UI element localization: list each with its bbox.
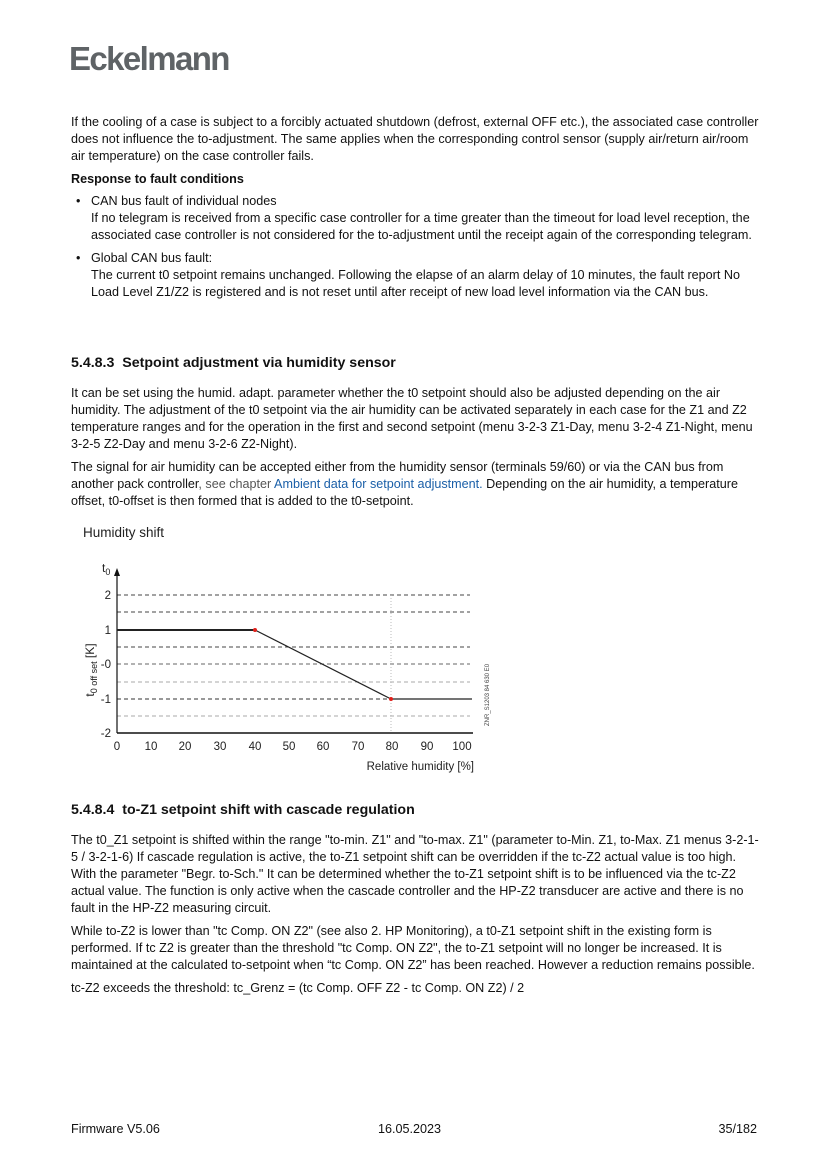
footer-page-number: 35/182 (718, 1122, 757, 1136)
fault-conditions-list (71, 193, 761, 301)
svg-text:40: 40 (248, 741, 262, 753)
svg-text:10: 10 (144, 741, 158, 753)
data-point-marker (253, 628, 257, 632)
svg-text:80: 80 (385, 741, 399, 753)
svg-text:90: 90 (420, 741, 434, 753)
svg-text:0: 0 (113, 741, 121, 753)
svg-text:100: 100 (452, 741, 472, 753)
list-item (71, 250, 761, 301)
svg-text:-1: -1 (100, 694, 111, 706)
y-axis-label: $t_{0 off set}$ [K] (83, 643, 99, 697)
chart-title: Humidity shift (83, 525, 165, 540)
section-title: Setpoint adjustment via humidity sensor (122, 355, 396, 371)
svg-text:20: 20 (178, 741, 192, 753)
humidity-shift-chart (70, 520, 500, 780)
ambient-data-link[interactable]: Ambient data for setpoint adjustment. (274, 477, 483, 491)
section-number: 5.4.8.3 (71, 355, 115, 371)
svg-text:30: 30 (213, 741, 227, 753)
svg-text:70: 70 (351, 741, 365, 753)
section-5484-body (71, 832, 763, 1003)
humidity-paragraph-2 (71, 459, 761, 510)
bullet-text: The current t0 setpoint remains unchanged. Following the elapse of an alarm delay of 10 minutes, the fault report No Load Level Z1/Z2 is registered and is not reset until after receipt of new load level information via the CAN bus. (91, 268, 740, 299)
bullet-title: Global CAN bus fault: (91, 251, 213, 265)
eckelmann-logo: Eckelmann (69, 40, 229, 77)
svg-text:2: 2 (104, 590, 111, 602)
gridlines (117, 595, 470, 716)
section-number: 5.4.8.4 (71, 802, 115, 818)
svg-text:50: 50 (282, 741, 296, 753)
text-run: , see chapter (198, 477, 275, 491)
intro-section (71, 114, 761, 307)
section-heading-5483 (71, 355, 396, 371)
bullet-icon: • (76, 251, 81, 265)
text-run: The signal for air humidity can be accepted either from the humidity sensor (terminals 59/60) or via the CAN bus from another pack controller (71, 460, 724, 491)
footer-firmware: Firmware V5.06 (71, 1122, 160, 1136)
y-axis-top-label: $t_0$ (102, 561, 111, 577)
svg-text:1: 1 (104, 625, 111, 637)
list-item (71, 193, 761, 244)
cascade-paragraph-3: tc-Z2 exceeds the threshold: tc_Grenz = (tc Comp. OFF Z2 - tc Comp. ON Z2) / 2 (71, 981, 525, 995)
footer-date: 16.05.2023 (378, 1122, 442, 1136)
cascade-paragraph-1: The t0_Z1 setpoint is shifted within the range "to-min. Z1" and "to-max. Z1" (parameter to-Min. Z1, to-Max. Z1 menus 3-2-1-5 / 3-2-1-6) If cascade regulation is active, the to-Z1 setpoint shift can be overridden if the tc-Z2 actual value is too high. With the parameter "Begr. to-Sch." It can be determined whether the to-Z1 setpoint shift is to be influenced via the tc-Z2 actual value. The function is only active when the cascade controller and the HP-Z2 transducer are active and there is no fault in the HP-Z2 measuring circuit. (71, 833, 759, 915)
y-tick-labels (101, 590, 111, 740)
section-title: to-Z1 setpoint shift with cascade regulation (122, 802, 415, 818)
svg-text:60: 60 (316, 741, 330, 753)
x-tick-labels (114, 741, 472, 753)
section-heading-5484 (71, 802, 415, 818)
intro-paragraph: If the cooling of a case is subject to a forcibly actuated shutdown (defrost, external OFF etc.), the associated case controller does not influence the to-adjustment. The same applies when the corresponding control sensor (supply air/return air/room air temperature) on the case controller fails. (71, 115, 759, 163)
section-5483-body (71, 385, 761, 516)
data-point-marker (389, 697, 393, 701)
svg-text:-0: -0 (100, 659, 111, 671)
bullet-title: CAN bus fault of individual nodes (91, 194, 277, 208)
y-axis-arrow-icon (114, 568, 120, 576)
svg-text:-2: -2 (100, 728, 111, 740)
text-run: Depending on the air humidity, a temperature offset, t0-offset is then formed that is added to the t0-setpoint. (71, 477, 738, 508)
fault-conditions-heading: Response to fault conditions (71, 172, 244, 186)
bullet-icon: • (76, 194, 81, 208)
humidity-paragraph-1: It can be set using the humid. adapt. parameter whether the t0 setpoint should also be adjusted depending on the air humidity. The adjustment of the t0 setpoint via the air humidity can be activated separately in each case for the Z1 and Z2 temperature ranges and for the operation in the first and second setpoint (menu 3-2-3 Z1-Day, menu 3-2-4 Z1-Night, menu 3-2-5 Z2-Day and menu 3-2-6 Z2-Night). (71, 386, 753, 451)
figure-id-annotation: ZNR_S1203 84 630 E0 (485, 663, 491, 727)
x-axis-label: Relative humidity [%] (366, 761, 474, 773)
cascade-paragraph-2: While to-Z2 is lower than "tc Comp. ON Z2" (see also 2. HP Monitoring), a t0-Z1 setpoint shift in the existing form is performed. If tc Z2 is greater than the threshold "tc Comp. ON Z2", the to-Z1 setpoint will no longer be increased. It is maintained at the calculated to-setpoint when “tc Comp. ON Z2” has been reached. However a reduction remains possible. (71, 924, 755, 972)
bullet-text: If no telegram is received from a specific case controller for a time greater than the timeout for load level reception, the associated case controller is not considered for the to-adjustment until the receipt again of the corresponding telegram. (91, 211, 752, 242)
